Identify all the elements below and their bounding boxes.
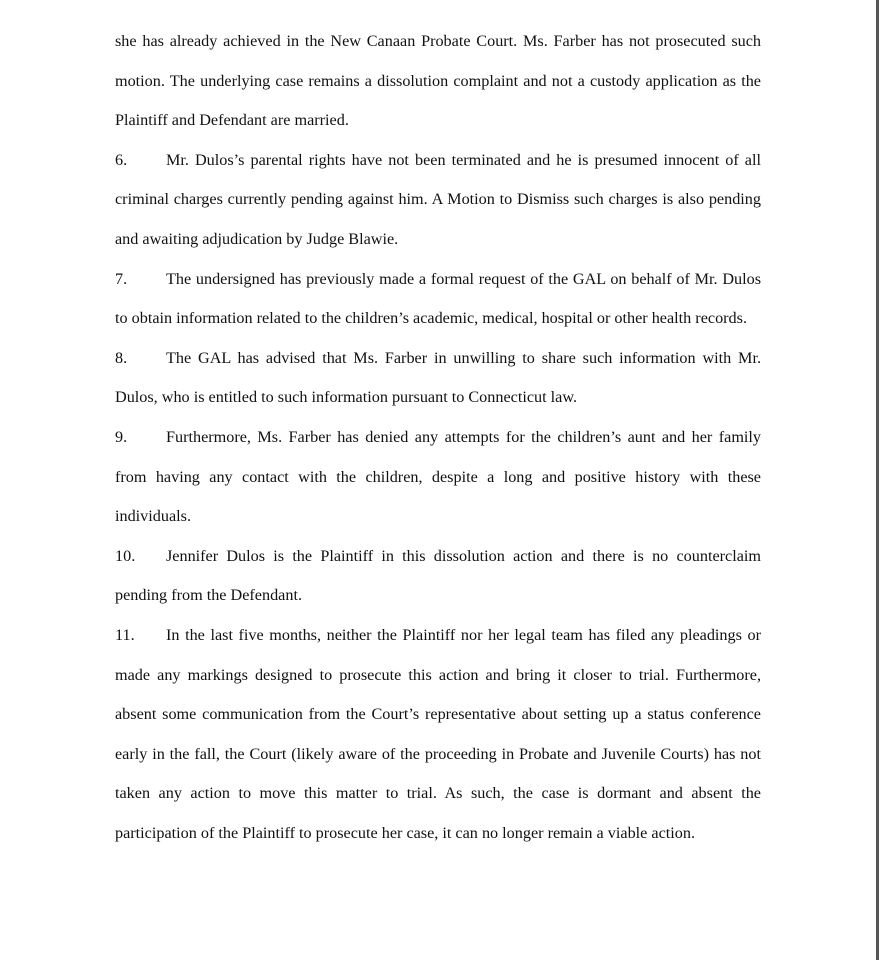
paragraph-text: The undersigned has previously made a formal request of the GAL on behalf of Mr. Dulos to obtain information related to the children’s academic, medical, hospital or other health records.	[115, 269, 761, 328]
paragraph-number: 6.	[115, 150, 128, 169]
paragraph-text: Jennifer Dulos is the Plaintiff in this dissolution action and there is no counterclaim pending from the Defendant.	[115, 546, 761, 605]
paragraph-8	[115, 339, 761, 418]
paragraph-9	[115, 418, 761, 537]
paragraph-number: 7.	[115, 269, 128, 288]
paragraph-6	[115, 141, 761, 260]
paragraph-number: 10.	[115, 546, 136, 565]
paragraph-text: Furthermore, Ms. Farber has denied any attempts for the children’s aunt and her family from having any contact with the children, despite a long and positive history with these individuals.	[115, 427, 761, 526]
paragraph-number: 11.	[115, 625, 135, 644]
paragraph-text: In the last five months, neither the Plaintiff nor her legal team has filed any pleadings or made any markings designed to prosecute this action and bring it closer to trial. Furthermore, absent some communication from the Court’s representative about setting up a status conference early in the fall, the Court (likely aware of the proceeding in Probate and Juvenile Courts) has not taken any action to move this matter to trial. As such, the case is dormant and absent the participation of the Plaintiff to prosecute her case, it can no longer remain a viable action.	[115, 625, 761, 842]
paragraph-text: The GAL has advised that Ms. Farber in unwilling to share such information with Mr. Dulos, who is entitled to such information pursuant to Connecticut law.	[115, 348, 761, 407]
paragraph-number: 8.	[115, 348, 128, 367]
paragraph-text: she has already achieved in the New Canaan Probate Court. Ms. Farber has not prosecuted such motion. The underlying case remains a dissolution complaint and not a custody application as the Plaintiff and Defendant are married.	[115, 32, 761, 130]
paragraph-7	[115, 260, 761, 339]
paragraph-text: Mr. Dulos’s parental rights have not been terminated and he is presumed innocent of all criminal charges currently pending against him. A Motion to Dismiss such charges is also pending and awaiting adjudication by Judge Blawie.	[115, 150, 761, 248]
paragraph-continued	[115, 22, 761, 141]
paragraph-number: 9.	[115, 427, 128, 446]
paragraph-11	[115, 616, 761, 854]
paragraph-10	[115, 537, 761, 616]
document-body	[115, 22, 761, 853]
